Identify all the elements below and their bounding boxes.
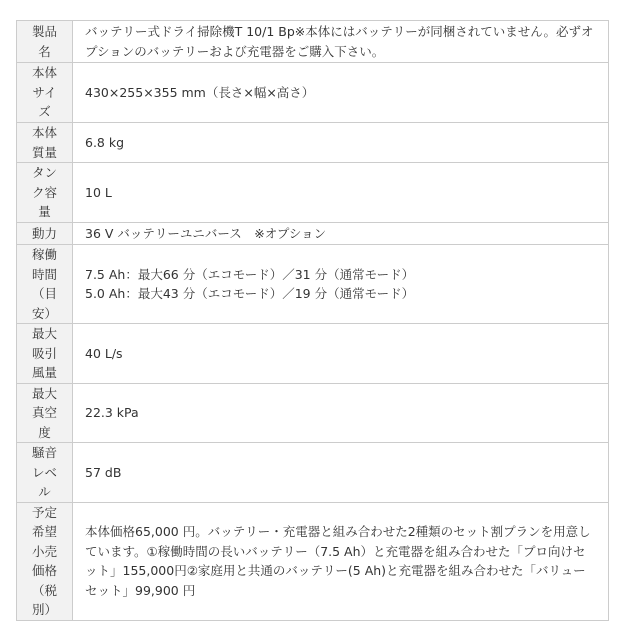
row-value-line: 7.5 Ah：最大66 分（エコモード）／31 分（通常モード） [85,266,415,282]
row-value: 本体価格65,000 円。バッテリー・充電器と組み合わせた2種類のセット割プランを用意しています。①稼働時間の長いバッテリー（7.5 Ah）と充電器を組み合わせた「プロ向けセット」155,000円②家庭用と共通のバッテリー(5 Ah)と充電器を組み合わせた「バリューセット」99,900 円 [85,524,591,598]
row-value-cell [73,245,609,324]
row-label: 最大吸引風量 [31,326,57,380]
table-row [17,123,609,163]
row-label-cell [17,21,73,63]
table-row [17,245,609,324]
row-label: 動力 [31,225,57,241]
spec-table [16,20,609,621]
row-label: 騒音レベル [31,445,57,499]
row-value: 430×255×355 mm（長さ×幅×高さ） [85,84,315,100]
row-value-cell [73,63,609,123]
row-label: 予定希望小売価格（税別） [31,504,57,617]
row-label-cell [17,443,73,503]
row-value-line: 5.0 Ah：最大43 分（エコモード）／19 分（通常モード） [85,286,415,301]
row-value-cell [73,443,609,503]
row-label-cell [17,163,73,223]
row-label: 稼働時間（目安） [31,247,57,321]
row-value-cell [73,222,609,245]
row-label: 製品名 [31,24,57,59]
table-row [17,21,609,63]
row-value-cell [73,21,609,63]
row-value: 22.3 kPa [85,405,139,420]
row-value-cell [73,502,609,620]
row-label-cell [17,63,73,123]
row-value: 36 V バッテリーユニバース ※オプション [85,225,327,241]
row-value: バッテリー式ドライ掃除機T 10/1 Bp※本体にはバッテリーが同梱されていません。必ずオプションのバッテリーおよび充電器をご購入下さい。 [85,24,594,59]
table-row [17,324,609,384]
table-row [17,383,609,443]
row-label-cell [17,324,73,384]
row-value-cell [73,324,609,384]
row-value: 6.8 kg [85,134,125,150]
row-value-cell [73,163,609,223]
row-value: 10 L [85,184,112,200]
row-value-cell [73,123,609,163]
row-label: 本体サイズ [31,65,57,120]
row-value-cell [73,383,609,443]
row-label-cell [17,222,73,245]
row-label-cell [17,245,73,324]
table-row [17,502,609,620]
table-row [17,163,609,223]
table-row [17,222,609,245]
row-label-cell [17,383,73,443]
row-label-cell [17,123,73,163]
row-value: 40 L/s [85,345,123,361]
row-value: 57 dB [85,464,122,480]
row-label-cell [17,502,73,620]
row-label: 本体質量 [31,125,57,160]
row-label: 最大真空度 [31,385,57,440]
table-row [17,443,609,503]
table-row [17,63,609,123]
row-label: タンク容量 [31,165,57,219]
